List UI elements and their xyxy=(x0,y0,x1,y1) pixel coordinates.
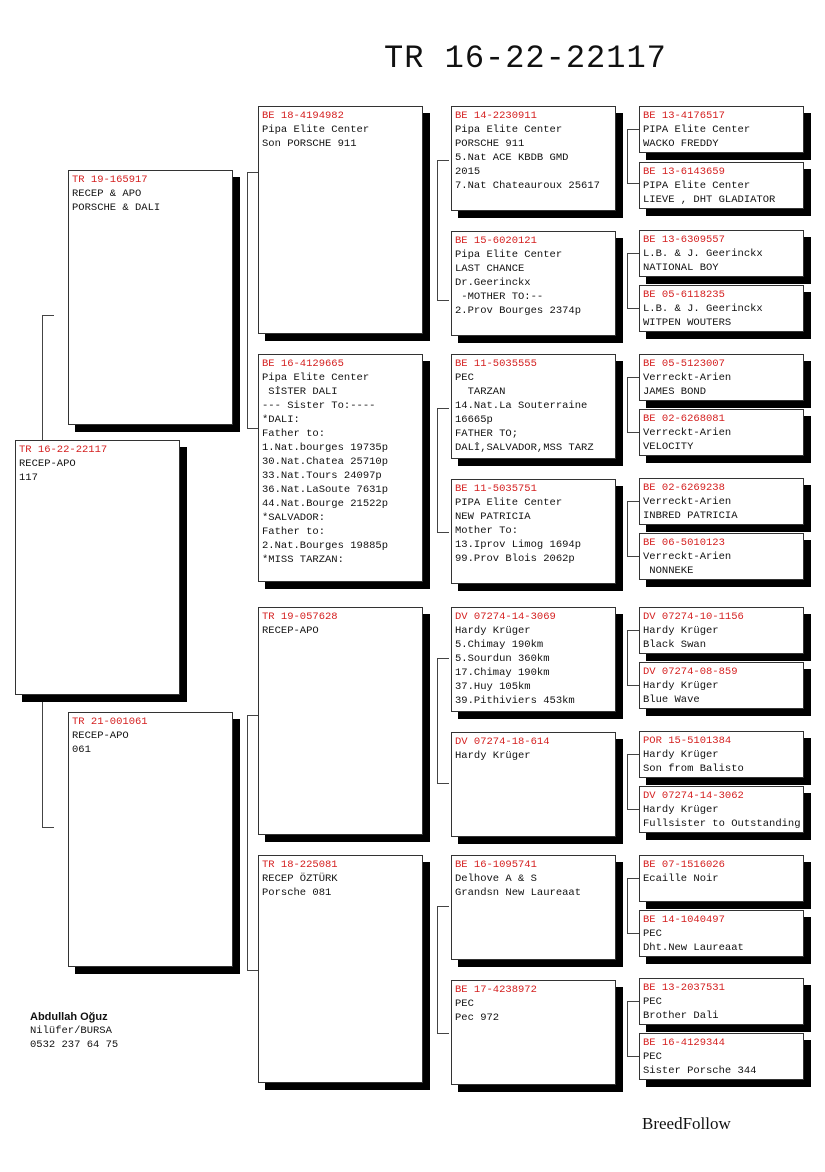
ring-number: BE 02-6269238 xyxy=(643,482,725,494)
pedigree-line: JAMES BOND xyxy=(643,386,707,398)
pedigree-line: 2.Nat.Bourges 19885p xyxy=(262,540,389,552)
pedigree-line: 7.Nat Chateauroux 25617 xyxy=(455,180,600,192)
pedigree-line: Hardy Krüger xyxy=(643,804,719,816)
ring-number: TR 21-001061 xyxy=(72,716,148,728)
pedigree-card-dsss[interactable] xyxy=(639,607,804,654)
pedigree-line: Pipa Elite Center xyxy=(262,124,370,136)
pedigree-card-dssd[interactable] xyxy=(639,662,804,709)
pedigree-line: Hardy Krüger xyxy=(643,625,719,637)
pedigree-line: Hardy Krüger xyxy=(643,680,719,692)
connector-line xyxy=(627,754,639,755)
ring-number: BE 11-5035751 xyxy=(455,483,537,495)
owner-info xyxy=(30,1010,118,1052)
ring-number: BE 15-6020121 xyxy=(455,235,537,247)
pedigree-line: Father to: xyxy=(262,428,326,440)
pedigree-line: LAST CHANCE xyxy=(455,263,525,275)
pedigree-line: Verreckt-Arien xyxy=(643,427,732,439)
pedigree-line: Son from Balisto xyxy=(643,763,744,775)
pedigree-line: 37.Huy 105km xyxy=(455,681,531,693)
connector-line xyxy=(437,408,438,532)
ring-number: BE 18-4194982 xyxy=(262,110,344,122)
ring-number: BE 13-4176517 xyxy=(643,110,725,122)
owner-city: Nilüfer/BURSA xyxy=(30,1025,112,1037)
pedigree-card-sssd[interactable] xyxy=(639,162,804,209)
connector-line xyxy=(247,172,248,428)
pedigree-line: Porsche 081 xyxy=(262,887,332,899)
pedigree-card-dsd[interactable] xyxy=(451,732,616,837)
ring-number: POR 15-5101384 xyxy=(643,735,732,747)
connector-line xyxy=(437,906,449,907)
connector-line xyxy=(627,432,639,433)
pedigree-card-ddds[interactable] xyxy=(639,978,804,1025)
pedigree-card-ddsd[interactable] xyxy=(639,910,804,957)
connector-line xyxy=(627,754,628,809)
connector-line xyxy=(42,315,54,316)
connector-line xyxy=(627,183,639,184)
pedigree-line: RECEP & APO xyxy=(72,188,142,200)
pedigree-line: SİSTER DALI xyxy=(262,386,338,398)
connector-line xyxy=(627,685,639,686)
connector-line xyxy=(627,501,639,502)
pedigree-card-sdds[interactable] xyxy=(639,478,804,525)
connector-line xyxy=(437,658,449,659)
ring-number: BE 16-4129344 xyxy=(643,1037,725,1049)
pedigree-line: 39.Pithiviers 453km xyxy=(455,695,575,707)
connector-line xyxy=(437,658,438,783)
pedigree-line: Sister Porsche 344 xyxy=(643,1065,757,1077)
pedigree-line: 5.Nat ACE KBDB GMD xyxy=(455,152,569,164)
pedigree-line: 17.Chimay 190km xyxy=(455,667,550,679)
pedigree-card-dsds[interactable] xyxy=(639,731,804,778)
ring-number: BE 07-1516026 xyxy=(643,859,725,871)
pedigree-line: WACKO FREDDY xyxy=(643,138,719,150)
pedigree-card-ssds[interactable] xyxy=(639,230,804,277)
pedigree-line: Pipa Elite Center xyxy=(262,372,370,384)
ring-number: TR 16-22-22117 xyxy=(19,444,108,456)
pedigree-card-dam[interactable] xyxy=(68,712,233,967)
connector-line xyxy=(627,878,639,879)
pedigree-line: Pec 972 xyxy=(455,1012,500,1024)
pedigree-line: Brother Dali xyxy=(643,1010,719,1022)
connector-line xyxy=(437,906,438,1033)
pedigree-card-ssd[interactable] xyxy=(451,231,616,336)
ring-number: BE 14-2230911 xyxy=(455,110,537,122)
pedigree-line: 5.Chimay 190km xyxy=(455,639,544,651)
pedigree-line: INBRED PATRICIA xyxy=(643,510,738,522)
pedigree-card-ssdd[interactable] xyxy=(639,285,804,332)
ring-number: BE 16-4129665 xyxy=(262,358,344,370)
pedigree-card-dds[interactable] xyxy=(451,855,616,960)
connector-line xyxy=(627,129,628,183)
pedigree-line: Hardy Krüger xyxy=(643,749,719,761)
pedigree-line: 36.Nat.LaSoute 7631p xyxy=(262,484,389,496)
pedigree-card-sds[interactable] xyxy=(451,354,616,459)
ring-number: DV 07274-10-1156 xyxy=(643,611,744,623)
connector-line xyxy=(627,630,628,685)
connector-line xyxy=(627,933,639,934)
pedigree-line: Dht.New Laureaat xyxy=(643,942,744,954)
pedigree-line: Verreckt-Arien xyxy=(643,551,732,563)
connector-line xyxy=(437,160,449,161)
pedigree-line: NATIONAL BOY xyxy=(643,262,719,274)
pedigree-line: TARZAN xyxy=(455,386,506,398)
pedigree-line: Mother To: xyxy=(455,525,519,537)
pedigree-line: Son PORSCHE 911 xyxy=(262,138,357,150)
ring-number: TR 19-057628 xyxy=(262,611,338,623)
connector-line xyxy=(627,630,639,631)
pedigree-line: Pipa Elite Center xyxy=(455,124,563,136)
ring-number: BE 05-6118235 xyxy=(643,289,725,301)
pedigree-line: Verreckt-Arien xyxy=(643,372,732,384)
pedigree-line: LIEVE , DHT GLADIATOR xyxy=(643,194,776,206)
pedigree-line: Hardy Krüger xyxy=(455,625,531,637)
pedigree-card-dddd[interactable] xyxy=(639,1033,804,1080)
connector-line xyxy=(627,556,639,557)
pedigree-card-dam-sire[interactable] xyxy=(258,607,423,835)
pedigree-card-sire-dam[interactable] xyxy=(258,354,423,582)
pedigree-line: Verreckt-Arien xyxy=(643,496,732,508)
pedigree-line: *DALI: xyxy=(262,414,300,426)
pedigree-line: 2.Prov Bourges 2374p xyxy=(455,305,582,317)
pedigree-line: 30.Nat.Chatea 25710p xyxy=(262,456,389,468)
connector-line xyxy=(627,308,639,309)
connector-line xyxy=(627,377,628,432)
pedigree-card-dsdd[interactable] xyxy=(639,786,804,833)
brand-logo: BreedFollow xyxy=(642,1114,731,1133)
connector-line xyxy=(437,783,449,784)
pedigree-line: PIPA Elite Center xyxy=(455,497,563,509)
pedigree-line: PORSCHE & DALI xyxy=(72,202,161,214)
ring-number: DV 07274-14-3069 xyxy=(455,611,556,623)
pedigree-line: Grandsn New Laureaat xyxy=(455,887,582,899)
connector-line xyxy=(627,1056,639,1057)
pedigree-line: Fullsister to Outstanding xyxy=(643,818,801,830)
pedigree-line: Father to: xyxy=(262,526,326,538)
pedigree-line: PEC xyxy=(643,1051,662,1063)
pedigree-line: DALİ,SALVADOR,MSS TARZ xyxy=(455,442,594,454)
pedigree-card-ddss[interactable] xyxy=(639,855,804,902)
pedigree-line: WITPEN WOUTERS xyxy=(643,317,732,329)
pedigree-card-dss[interactable] xyxy=(451,607,616,712)
ring-number: BE 05-5123007 xyxy=(643,358,725,370)
connector-line xyxy=(627,253,639,254)
pedigree-line: --- Sister To:---- xyxy=(262,400,376,412)
connector-line xyxy=(437,408,449,409)
pedigree-line: PIPA Elite Center xyxy=(643,124,751,136)
connector-line xyxy=(627,129,639,130)
pedigree-line: *SALVADOR: xyxy=(262,512,326,524)
pedigree-line: PEC xyxy=(455,372,474,384)
pedigree-line: Dr.Geerinckx xyxy=(455,277,531,289)
pedigree-line: NEW PATRICIA xyxy=(455,511,531,523)
ring-number: DV 07274-14-3062 xyxy=(643,790,744,802)
pedigree-line: 2015 xyxy=(455,166,481,178)
connector-line xyxy=(437,160,438,300)
pedigree-line: 13.Iprov Limog 1694p xyxy=(455,539,582,551)
owner-name: Abdullah Oğuz xyxy=(30,1011,108,1023)
pedigree-line: 33.Nat.Tours 24097p xyxy=(262,470,382,482)
pedigree-line: NONNEKE xyxy=(643,565,694,577)
pedigree-title: TR 16-22-22117 xyxy=(384,40,667,77)
connector-line xyxy=(627,377,639,378)
ring-number: BE 17-4238972 xyxy=(455,984,537,996)
pedigree-line: Blue Wave xyxy=(643,694,700,706)
pedigree-line: -MOTHER TO:-- xyxy=(455,291,544,303)
ring-number: TR 18-225081 xyxy=(262,859,338,871)
pedigree-card-sdd[interactable] xyxy=(451,479,616,584)
pedigree-line: FATHER TO; xyxy=(455,428,519,440)
pedigree-line: PORSCHE 911 xyxy=(455,138,525,150)
pedigree-line: 16665p xyxy=(455,414,493,426)
pedigree-line: PIPA Elite Center xyxy=(643,180,751,192)
ring-number: BE 02-6268081 xyxy=(643,413,725,425)
pedigree-line: PEC xyxy=(643,996,662,1008)
ring-number: BE 06-5010123 xyxy=(643,537,725,549)
pedigree-line: RECEP ÖZTÜRK xyxy=(262,873,338,885)
pedigree-line: 99.Prov Blois 2062p xyxy=(455,553,575,565)
pedigree-card-sire-sire[interactable] xyxy=(258,106,423,334)
connector-line xyxy=(627,809,639,810)
ring-number: BE 13-2037531 xyxy=(643,982,725,994)
ring-number: BE 13-6309557 xyxy=(643,234,725,246)
ring-number: BE 13-6143659 xyxy=(643,166,725,178)
pedigree-line: VELOCITY xyxy=(643,441,694,453)
pedigree-card-sdsd[interactable] xyxy=(639,409,804,456)
pedigree-line: 5.Sourdun 360km xyxy=(455,653,550,665)
pedigree-line: 1.Nat.bourges 19735p xyxy=(262,442,389,454)
pedigree-line: Hardy Krüger xyxy=(455,750,531,762)
pedigree-line: L.B. & J. Geerinckx xyxy=(643,303,763,315)
pedigree-line: RECEP-APO xyxy=(19,458,76,470)
pedigree-card-subject[interactable] xyxy=(15,440,180,695)
pedigree-line: 061 xyxy=(72,744,91,756)
connector-line xyxy=(627,1001,639,1002)
connector-line xyxy=(627,501,628,556)
pedigree-line: Black Swan xyxy=(643,639,707,651)
ring-number: DV 07274-08-859 xyxy=(643,666,738,678)
connector-line xyxy=(627,878,628,933)
pedigree-card-ssss[interactable] xyxy=(639,106,804,153)
pedigree-line: Ecaille Noir xyxy=(643,873,719,885)
pedigree-card-ddd[interactable] xyxy=(451,980,616,1085)
connector-line xyxy=(627,253,628,308)
ring-number: TR 19-165917 xyxy=(72,174,148,186)
pedigree-line: Pipa Elite Center xyxy=(455,249,563,261)
pedigree-line: PEC xyxy=(455,998,474,1010)
connector-line xyxy=(247,715,248,970)
connector-line xyxy=(437,532,449,533)
ring-number: BE 16-1095741 xyxy=(455,859,537,871)
connector-line xyxy=(437,300,449,301)
owner-phone: 0532 237 64 75 xyxy=(30,1039,119,1051)
pedigree-line: L.B. & J. Geerinckx xyxy=(643,248,763,260)
pedigree-card-sire[interactable] xyxy=(68,170,233,425)
connector-line xyxy=(627,1001,628,1056)
pedigree-card-sdss[interactable] xyxy=(639,354,804,401)
connector-line xyxy=(42,827,54,828)
pedigree-line: 117 xyxy=(19,472,38,484)
ring-number: DV 07274-18-614 xyxy=(455,736,550,748)
connector-line xyxy=(437,1033,449,1034)
pedigree-card-sss[interactable] xyxy=(451,106,616,211)
pedigree-line: 14.Nat.La Souterraine xyxy=(455,400,588,412)
pedigree-line: RECEP-APO xyxy=(72,730,129,742)
pedigree-line: Delhove A & S xyxy=(455,873,537,885)
pedigree-line: 44.Nat.Bourge 21522p xyxy=(262,498,389,510)
ring-number: BE 14-1040497 xyxy=(643,914,725,926)
pedigree-card-sddd[interactable] xyxy=(639,533,804,580)
pedigree-line: *MISS TARZAN: xyxy=(262,554,344,566)
pedigree-line: RECEP-APO xyxy=(262,625,319,637)
ring-number: BE 11-5035555 xyxy=(455,358,537,370)
pedigree-line: PEC xyxy=(643,928,662,940)
pedigree-card-dam-dam[interactable] xyxy=(258,855,423,1083)
